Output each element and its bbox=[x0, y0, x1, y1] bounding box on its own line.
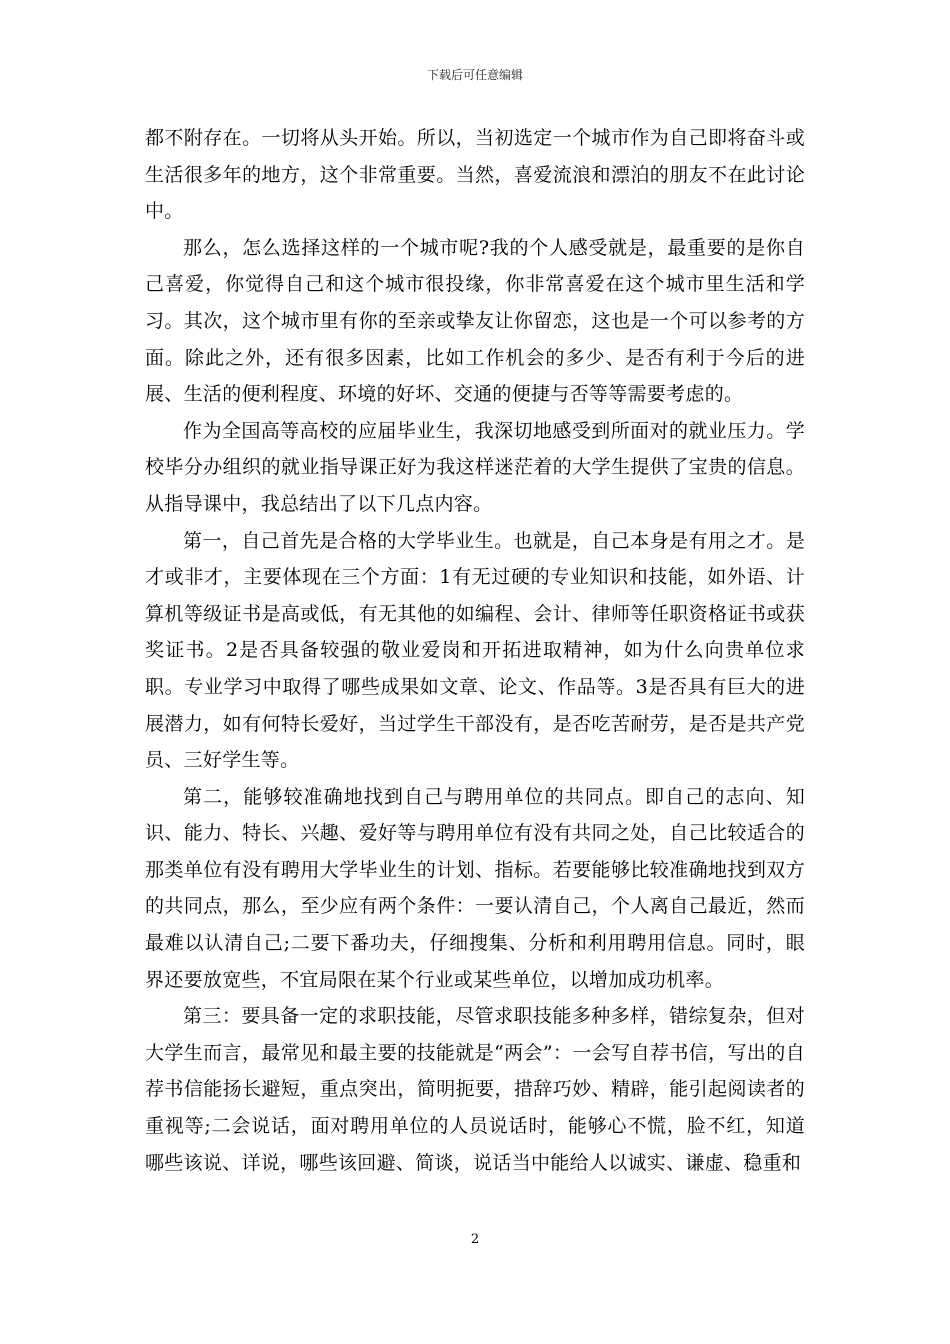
paragraph-5: 第二，能够较准确地找到自己与聘用单位的共同点。即自己的志向、知识、能力、特长、兴趣、爱好等与聘用单位有没有共同之处，自己比较适合的那类单位有没有聘用大学毕业生的计划、指标。若要能够比较准确地找到双方的共同点，那么，至少应有两个条件：一要认清自己，个人离自己最近，然而最难以认清自己;二要下番功夫，仔细搜集、分析和利用聘用信息。同时，眼界还要放宽些，不宜局限在某个行业或某些单位，以增加成功机率。 bbox=[145, 785, 805, 991]
paragraph-6: 第三：要具备一定的求职技能，尽管求职技能多种多样，错综复杂，但对大学生而言，最常见和最主要的技能就是“两会”：一会写自荐书信，写出的自荐书信能扬长避短，重点突出，简明扼要，措辞巧妙、精辟，能引起阅读者的重视等;二会说话，面对聘用单位的人员说话时，能够心不慌，脸不红，知道哪些该说、详说，哪些该回避、简谈，说话当中能给人以诚实、谦虚、稳重和 bbox=[145, 1005, 805, 1174]
paragraph-1: 都不附存在。一切将从头开始。所以，当初选定一个城市作为自己即将奋斗或生活很多年的地方，这个非常重要。当然，喜爱流浪和漂泊的朋友不在此讨论中。 bbox=[145, 127, 805, 223]
document-body bbox=[145, 120, 805, 1181]
page-header: 下载后可任意编辑 bbox=[426, 68, 523, 82]
paragraph-2: 那么，怎么选择这样的一个城市呢?我的个人感受就是，最重要的是你自己喜爱，你觉得自己和这个城市很投缘，你非常喜爱在这个城市里生活和学习。其次，这个城市里有你的至亲或挚友让你留恋，这也是一个可以参考的方面。除此之外，还有很多因素，比如工作机会的多少、是否有利于今后的进展、生活的便利程度、环境的好坏、交通的便捷与否等等需要考虑的。 bbox=[145, 236, 805, 406]
paragraph-3: 作为全国高等高校的应届毕业生，我深切地感受到所面对的就业压力。学校毕分办组织的就业指导课正好为我这样迷茫着的大学生提供了宝贵的信息。从指导课中，我总结出了以下几点内容。 bbox=[145, 419, 805, 515]
page-number: 2 bbox=[470, 1232, 480, 1247]
paragraph-4: 第一，自己首先是合格的大学毕业生。也就是，自己本身是有用之才。是才或非才，主要体现在三个方面：1有无过硬的专业知识和技能，如外语、计算机等级证书是高或低，有无其他的如编程、会计、律师等任职资格证书或获奖证书。2是否具备较强的敬业爱岗和开拓进取精神，如为什么向贵单位求职。专业学习中取得了哪些成果如文章、论文、作品等。3是否具有巨大的进展潜力，如有何特长爱好，当过学生干部没有，是否吃苦耐劳，是否是共产党员、三好学生等。 bbox=[145, 529, 805, 772]
